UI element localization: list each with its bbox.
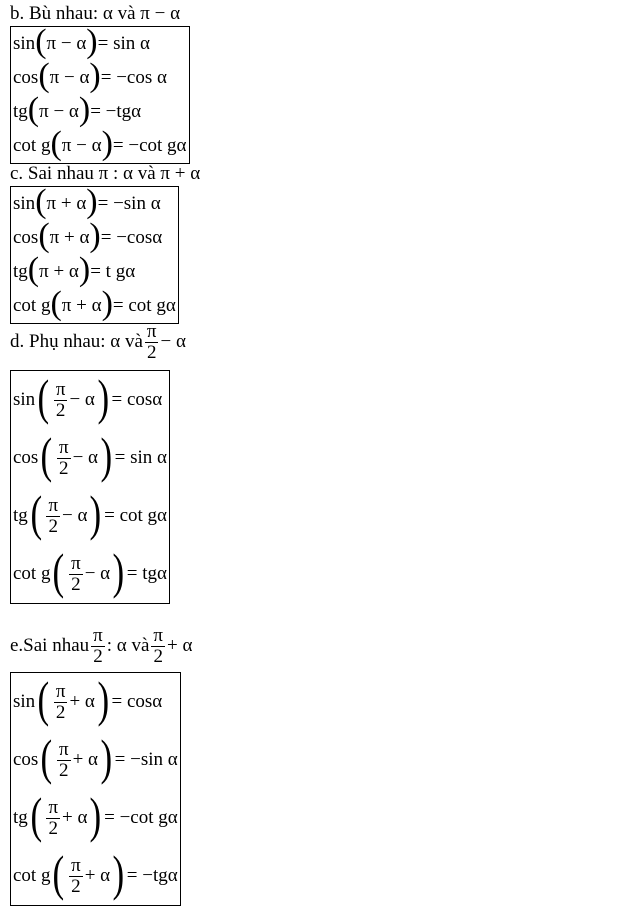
close-paren: ) (89, 485, 102, 541)
numerator: π (93, 624, 103, 646)
function-name: cos (13, 227, 39, 248)
formula-row (13, 673, 178, 731)
fraction (54, 380, 68, 421)
title-text: d. Phụ nhau: α và (10, 331, 143, 352)
close-paren: ) (97, 671, 110, 727)
right-hand-side: = −cot gα (112, 135, 187, 156)
formula-box-c (10, 183, 179, 324)
argument: − α (72, 447, 98, 468)
formula-row (13, 183, 176, 221)
function-name: tg (13, 505, 28, 526)
close-paren: ) (89, 787, 102, 843)
function-name: cot g (13, 865, 51, 886)
close-paren: ) (101, 285, 113, 322)
right-hand-side: = sin α (97, 33, 150, 54)
right-hand-side: = sin α (114, 447, 167, 468)
denominator: 2 (71, 573, 81, 595)
close-paren: ) (112, 845, 125, 901)
open-paren: ( (38, 217, 50, 254)
function-name: tg (13, 261, 28, 282)
formula-row (13, 125, 187, 163)
formula-row (13, 731, 178, 789)
formula-row (13, 847, 178, 905)
right-hand-side: = cot gα (112, 295, 176, 316)
function-name: sin (13, 691, 36, 712)
formula-box-d (10, 370, 170, 604)
function-name: sin (13, 193, 36, 214)
numerator: π (153, 624, 164, 646)
argument: π + α (61, 295, 102, 316)
open-paren: ( (50, 285, 62, 322)
numerator: π (71, 552, 81, 574)
fraction (54, 682, 68, 723)
title-text: − α (160, 331, 186, 352)
formula-row (13, 23, 187, 61)
open-paren: ( (52, 845, 65, 901)
formula-row (13, 57, 187, 95)
formula-row (13, 487, 167, 545)
open-paren: ( (40, 427, 53, 483)
denominator: 2 (146, 341, 157, 363)
close-paren: ) (112, 543, 125, 599)
open-paren: ( (50, 125, 62, 162)
right-hand-side: = −tgα (126, 865, 178, 886)
right-hand-side: = tgα (126, 563, 167, 584)
numerator: π (71, 854, 81, 876)
close-paren: ) (100, 427, 113, 483)
open-paren: ( (30, 485, 42, 541)
open-paren: ( (35, 183, 47, 220)
formula-row (13, 429, 167, 487)
section-d (10, 318, 186, 604)
title-text: + α (167, 635, 193, 656)
denominator: 2 (153, 645, 163, 667)
open-paren: ( (35, 23, 47, 60)
argument: + α (84, 865, 111, 886)
function-name: cot g (13, 295, 51, 316)
numerator: π (48, 796, 59, 818)
right-hand-side: = −sin α (114, 749, 178, 770)
argument: π − α (46, 33, 87, 54)
denominator: 2 (59, 457, 69, 479)
argument: − α (62, 505, 88, 526)
fraction (46, 496, 60, 537)
formula-row (13, 371, 167, 429)
denominator: 2 (48, 817, 58, 839)
function-name: cos (13, 749, 39, 770)
section-c-title: c. Sai nhau π : α và π + α (10, 163, 201, 184)
section-d-title (10, 318, 186, 366)
right-hand-side: = −tgα (90, 101, 142, 122)
open-paren: ( (30, 787, 42, 843)
argument: − α (69, 389, 95, 410)
argument: π + α (46, 193, 87, 214)
right-hand-side: = −cos α (100, 67, 167, 88)
argument: π + α (49, 227, 90, 248)
fraction (46, 798, 60, 839)
open-paren: ( (37, 369, 50, 425)
open-paren: ( (27, 91, 40, 128)
function-name: tg (13, 807, 28, 828)
denominator: 2 (55, 701, 66, 723)
title-text: : α và (106, 635, 150, 656)
numerator: π (55, 378, 66, 400)
formula-box-b (10, 23, 190, 164)
close-paren: ) (86, 183, 98, 220)
argument: π − α (61, 135, 102, 156)
close-paren: ) (97, 369, 110, 425)
function-name: sin (13, 389, 36, 410)
close-paren: ) (78, 251, 91, 288)
function-name: cot g (13, 563, 51, 584)
title-fraction (145, 322, 159, 363)
function-name: cos (13, 67, 39, 88)
close-paren: ) (86, 23, 98, 60)
formula-row (13, 251, 176, 289)
right-hand-side: = −cosα (100, 227, 163, 248)
open-paren: ( (38, 57, 50, 94)
close-paren: ) (89, 217, 101, 254)
argument: − α (84, 563, 111, 584)
right-hand-side: = −sin α (97, 193, 161, 214)
formula-row (13, 789, 178, 847)
open-paren: ( (52, 543, 65, 599)
formula-row (13, 545, 167, 603)
section-e (10, 622, 192, 906)
open-paren: ( (40, 729, 53, 785)
right-hand-side: = cot gα (104, 505, 167, 526)
section-c (10, 162, 200, 324)
formula-box-e (10, 672, 181, 906)
title-fraction (151, 626, 165, 667)
argument: π − α (49, 67, 90, 88)
argument: π + α (39, 261, 79, 282)
right-hand-side: = cosα (111, 691, 163, 712)
fraction (69, 856, 83, 897)
open-paren: ( (37, 671, 50, 727)
fraction (57, 438, 71, 479)
denominator: 2 (48, 515, 58, 537)
right-hand-side: = t gα (90, 261, 136, 282)
denominator: 2 (59, 759, 69, 781)
numerator: π (55, 680, 66, 702)
denominator: 2 (71, 875, 81, 897)
section-b-title: b. Bù nhau: α và π − α (10, 3, 181, 24)
argument: + α (72, 749, 98, 770)
formula-row (13, 91, 187, 129)
function-name: tg (13, 101, 28, 122)
fraction (69, 554, 83, 595)
numerator: π (48, 494, 59, 516)
numerator: π (146, 320, 157, 342)
denominator: 2 (93, 645, 103, 667)
numerator: π (58, 436, 69, 458)
numerator: π (58, 738, 69, 760)
close-paren: ) (78, 91, 91, 128)
close-paren: ) (100, 729, 113, 785)
formula-row (13, 217, 176, 255)
right-hand-side: = cosα (111, 389, 163, 410)
section-b (10, 2, 190, 164)
title-text: e.Sai nhau (10, 635, 90, 656)
function-name: cot g (13, 135, 51, 156)
fraction (57, 740, 71, 781)
right-hand-side: = −cot gα (104, 807, 178, 828)
argument: + α (62, 807, 88, 828)
function-name: cos (13, 447, 39, 468)
section-e-title (10, 622, 192, 670)
open-paren: ( (27, 251, 40, 288)
argument: π − α (39, 101, 79, 122)
argument: + α (69, 691, 95, 712)
function-name: sin (13, 33, 36, 54)
title-fraction (91, 626, 105, 667)
close-paren: ) (89, 57, 101, 94)
close-paren: ) (101, 125, 113, 162)
denominator: 2 (55, 399, 66, 421)
